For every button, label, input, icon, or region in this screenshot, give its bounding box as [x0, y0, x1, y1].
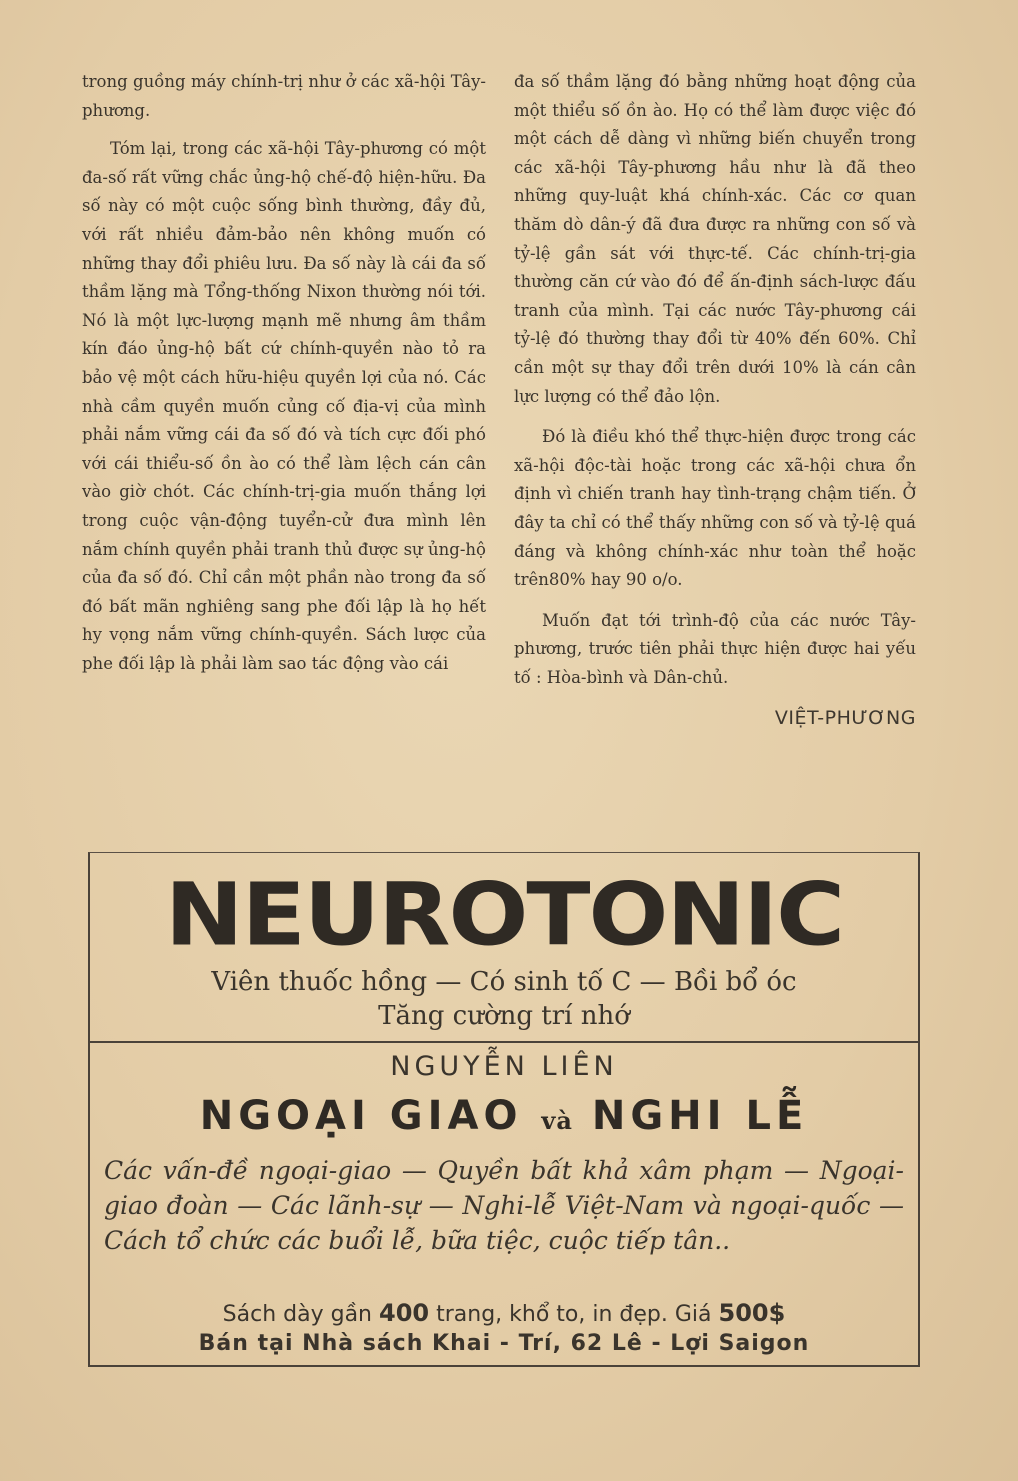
book-title-part-2: NGHI LỄ — [591, 1093, 809, 1139]
paragraph: Đó là điều khó thể thực-hiện được trong các xã-hội độc-tài hoặc trong các xã-hội chưa ổn định vì chiến tranh hay tình-trạng chậm tiến. Ở đây ta chỉ có thể thấy những con số và tỷ-lệ quá đáng và không chính-xác như toàn thể hoặc trên80% hay 90 o/o. — [514, 427, 916, 590]
book-author: NGUYỄN LIÊN — [390, 1051, 618, 1082]
book-title-conjunction: và — [541, 1106, 573, 1135]
ad-tagline-2: Tăng cường trí nhớ — [378, 1001, 630, 1031]
neurotonic-ad — [90, 853, 918, 1043]
left-column — [82, 68, 486, 690]
advertisement-box — [88, 852, 920, 1367]
paragraph: Muốn đạt tới trình-độ của các nước Tây-phương, trước tiên phải thực hiện được hai yếu tố : Hòa-bình và Dân-chủ. — [514, 610, 916, 687]
book-title — [90, 1093, 918, 1139]
paragraph: trong guồng máy chính-trị như ở các xã-hội Tây-phương. — [82, 72, 486, 120]
ad-tagline: Viên thuốc hồng — Có sinh tố C — Bồi bổ óc — [211, 967, 797, 997]
price-prefix: Sách dày gần — [222, 1302, 372, 1327]
price-value: 500$ — [718, 1299, 786, 1327]
book-contents: Các vấn-đề ngoại-giao — Quyền bất khả xâm phạm — Ngoại-giao đoàn — Các lãnh-sự — Nghi-lễ Việt-Nam và ngoại-quốc — Cách tổ chức các buổi lễ, bữa tiệc, cuộc tiếp tân.. — [104, 1156, 904, 1255]
bookshop-address: Bán tại Nhà sách Khai - Trí, 62 Lê - Lợi Saigon — [198, 1331, 810, 1356]
brand-name: NEUROTONIC — [164, 865, 844, 966]
price-middle: trang, khổ to, in đẹp. Giá — [436, 1302, 712, 1327]
book-title-part-1: NGOẠI GIAO — [199, 1093, 523, 1139]
right-column — [514, 68, 916, 733]
paragraph: đa số thầm lặng đó bằng những hoạt động của một thiểu số ồn ào. Họ có thể làm được việc đó một cách dễ dàng vì những biến chuyển trong các xã-hội Tây-phương hầu như là đã theo những quy-luật khá chính-xác. Các cơ quan thăm dò dân-ý đã đưa được ra những con số và tỷ-lệ gần sát với thực-tế. Các chính-trị-gia thường căn cứ vào đó để ấn-định sách-lược đấu tranh của mình. Tại các nước Tây-phương cái tỷ-lệ đó thường thay đổi từ 40% đến 60%. Chỉ cần một sự thay đổi trên dưới 10% là cán cân lực lượng có thể đảo lộn. — [514, 72, 916, 406]
author-signature: VIỆT-PHƯƠNG — [774, 707, 916, 730]
page-count: 400 — [379, 1299, 430, 1327]
paragraph: Tóm lại, trong các xã-hội Tây-phương có một đa-số rất vững chắc ủng-hộ chế-độ hiện-hữu. Đa số này có một cuộc sống bình thường, đầy đủ, với rất nhiều đảm-bảo nên không muốn có những thay đổi phiêu lưu. Đa số này là cái đa số thầm lặng mà Tổng-thống Nixon thường nói tới. Nó là một lực-lượng mạnh mẽ nhưng âm thầm kín đáo ủng-hộ bất cứ chính-quyền nào tỏ ra bảo vệ một cách hữu-hiệu quyền lợi của nó. Các nhà cầm quyền muốn củng cố địa-vị của mình phải nắm vững cái đa số đó và tích cực đối phó với cái thiểu-số ồn ào có thể làm lệch cán cân vào giờ chót. Các chính-trị-gia muốn thắng lợi trong cuộc vận-động tuyển-cử đưa mình lên nắm chính quyền phải tranh thủ được sự ủng-hộ của đa số đó. Chỉ cần một phần nào trong đa số đó bất mãn nghiêng sang phe đối lập là họ hết hy vọng nắm vững chính-quyền. Sách lược của phe đối lập là phải làm sao tác động vào cái — [82, 139, 486, 673]
book-price-line — [90, 1299, 918, 1327]
